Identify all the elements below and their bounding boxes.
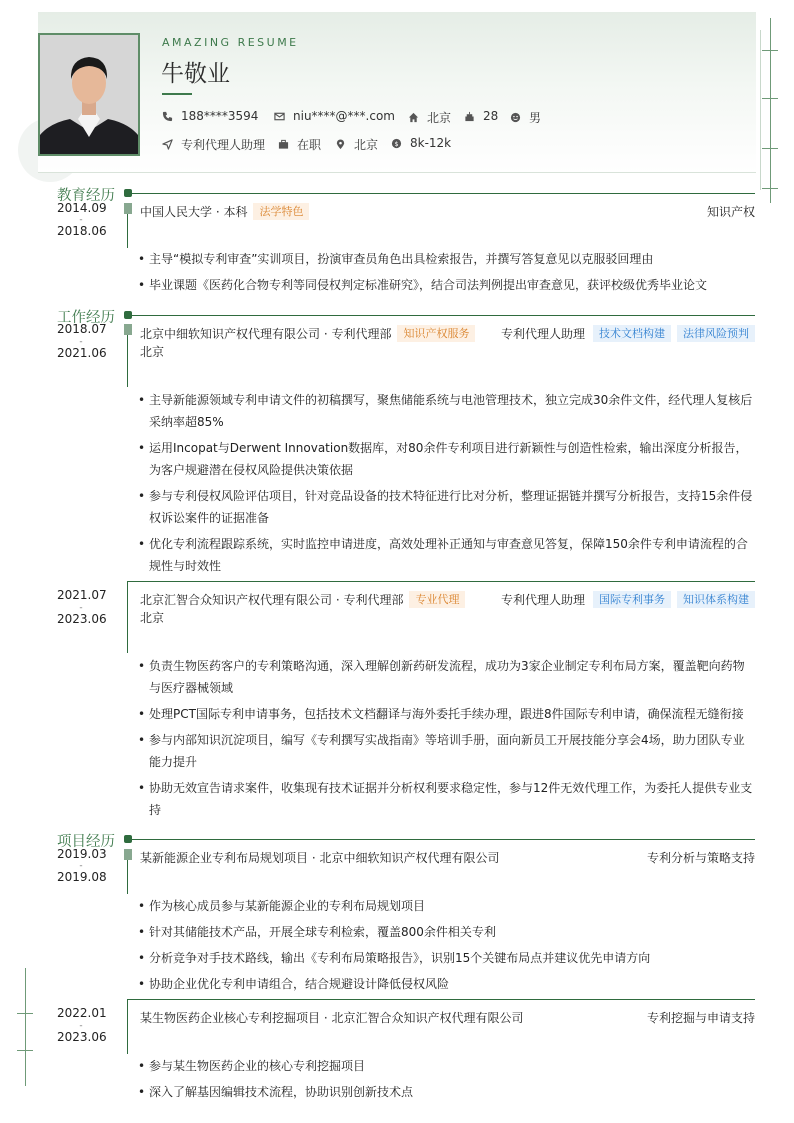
timeline-line	[127, 581, 128, 653]
name-underline	[162, 93, 192, 95]
end-date: 2021.06	[57, 346, 107, 360]
decorative-tick	[17, 1013, 33, 1014]
entry-divider	[127, 581, 755, 582]
age-text: 28	[483, 109, 499, 123]
role-text: 专利代理人助理	[500, 593, 585, 607]
list-item: • 深入了解基因编辑技术流程，协助识别创新技术点	[138, 1081, 755, 1103]
list-item: • 主导新能源领域专利申请文件的初稿撰写，聚焦储能系统与电池管理技术，独立完成30余件文件，经代理人复核后采纳率超85%	[138, 389, 755, 433]
date-dash: -	[79, 215, 83, 225]
age-info	[464, 109, 498, 123]
education-section-title: 教育经历	[57, 188, 115, 204]
decorative-line	[770, 18, 771, 203]
section-divider	[132, 193, 755, 194]
date-dash: -	[79, 861, 83, 871]
list-item: • 分析竞争对手技术路线，输出《专利布局策略报告》，识别15个关键布局点并建议优先申请方向	[138, 947, 755, 969]
section-divider	[132, 315, 755, 316]
decorative-tick	[17, 1050, 33, 1051]
decorative-line	[25, 968, 26, 1086]
timeline-line	[127, 860, 128, 894]
company-name: 北京中细软知识产权代理有限公司 · 专利代理部	[140, 327, 392, 341]
decorative-tick	[762, 50, 778, 51]
briefcase-icon	[278, 139, 289, 150]
decorative-tick	[762, 148, 778, 149]
section-marker	[124, 189, 132, 197]
role-text: 专利代理人助理	[500, 327, 585, 341]
money-icon	[391, 138, 402, 149]
end-date: 2023.06	[57, 612, 107, 626]
home-icon	[408, 112, 419, 123]
job-intent-text: 专利代理人助理	[181, 138, 266, 152]
education-entry-title	[140, 203, 309, 220]
status-text: 在职	[297, 138, 322, 152]
timeline-marker	[124, 203, 132, 214]
project-name: 某生物医药企业核心专利挖掘项目 · 北京汇智合众知识产权代理有限公司	[140, 1011, 524, 1025]
project-role	[647, 1009, 755, 1026]
hometown-text: 北京	[427, 111, 452, 125]
list-item: • 处理PCT国际专利申请事务，包括技术文档翻译与海外委托手续办理，跟进8件国际专利申请，确保流程无缝衔接	[138, 703, 755, 725]
work-section-title: 工作经历	[57, 310, 115, 326]
school-name: 中国人民大学 · 本科	[140, 205, 248, 219]
project-role	[647, 849, 755, 866]
role-and-skills	[501, 591, 755, 608]
start-date: 2019.03	[57, 847, 107, 861]
list-item: • 协助企业优化专利申请组合，结合规避设计降低侵权风险	[138, 973, 755, 995]
list-item: • 运用Incopat与Derwent Innovation数据库，对80余件专利项目进行新颖性与创造性检索，输出深度分析报告，为客户规避潜在侵权风险提供决策依据	[138, 437, 755, 481]
decorative-line	[760, 30, 761, 190]
education-tag: 法学特色	[253, 203, 309, 220]
email-text: niu****@***.com	[293, 109, 395, 123]
location-text: 北京	[354, 138, 379, 152]
gender-text: 男	[529, 111, 542, 125]
location-pin-icon	[335, 139, 346, 150]
status-info	[278, 136, 321, 153]
face-icon	[510, 112, 521, 123]
project-entry-title	[140, 849, 499, 866]
list-item: • 负责生物医药客户的专利策略沟通，深入理解创新药研发流程，成功为3家企业制定专利布局方案，覆盖靶向药物与医疗器械领域	[138, 655, 755, 699]
mail-icon	[274, 111, 285, 122]
work-city: 北京	[140, 611, 165, 625]
date-dash: -	[79, 337, 83, 347]
list-item: • 参与专利侵权风险评估项目，针对竞品设备的技术特征进行比对分析，整理证据链并撰写分析报告，支持15余件侵权诉讼案件的证据准备	[138, 485, 755, 529]
company-tag: 知识产权服务	[397, 325, 475, 342]
list-item: • 作为核心成员参与某新能源企业的专利布局规划项目	[138, 895, 755, 917]
section-marker	[124, 311, 132, 319]
timeline-line	[127, 335, 128, 387]
skill-tag: 法律风险预判	[677, 325, 755, 342]
timeline-line	[127, 999, 128, 1054]
send-icon	[162, 139, 173, 150]
cake-icon	[464, 111, 475, 122]
svg-text:$: $	[394, 139, 399, 148]
date-dash: -	[79, 1021, 83, 1031]
timeline-marker	[124, 849, 132, 860]
location-info	[335, 136, 378, 153]
phone-text: 188****3594	[181, 109, 259, 123]
gender-info	[510, 109, 541, 126]
list-item: • 主导“模拟专利审查”实训项目，扮演审查员角色出具检索报告，并撰写答复意见以克服驳回理由	[138, 248, 755, 270]
end-date: 2019.08	[57, 870, 107, 884]
phone-icon	[162, 111, 173, 122]
company-name: 北京汇智合众知识产权代理有限公司 · 专利代理部	[140, 593, 404, 607]
candidate-name: 牛敬业	[161, 61, 230, 87]
timeline-marker	[124, 324, 132, 335]
decorative-tick	[762, 98, 778, 99]
work-entry-title	[140, 325, 475, 342]
list-item: • 参与某生物医药企业的核心专利挖掘项目	[138, 1055, 755, 1077]
work-city: 北京	[140, 345, 165, 359]
end-date: 2023.06	[57, 1030, 107, 1044]
section-marker	[124, 835, 132, 843]
project-entry-title	[140, 1009, 523, 1026]
salary-info	[391, 136, 451, 150]
date-dash: -	[79, 603, 83, 613]
job-intent-info	[162, 136, 265, 153]
start-date: 2018.07	[57, 322, 107, 336]
list-item: • 协助无效宣告请求案件，收集现有技术证据并分析权利要求稳定性，参与12件无效代理工作，为委托人提供专业支持	[138, 777, 755, 821]
list-item: • 参与内部知识沉淀项目，编写《专利撰写实战指南》等培训手册，面向新员工开展技能分享会4场，助力团队专业能力提升	[138, 729, 755, 773]
start-date: 2022.01	[57, 1006, 107, 1020]
salary-text: 8k-12k	[410, 136, 452, 150]
start-date: 2014.09	[57, 201, 107, 215]
entry-divider	[127, 999, 755, 1000]
skill-tag: 技术文档构建	[593, 325, 671, 342]
role-and-skills	[501, 325, 755, 342]
timeline-line	[127, 214, 128, 248]
project-role-text: 专利挖掘与申请支持	[646, 1011, 755, 1025]
project-role-text: 专利分析与策略支持	[646, 851, 755, 865]
hometown-info	[408, 109, 451, 126]
projects-section-title: 项目经历	[57, 834, 115, 850]
list-item: • 毕业课题《医药化合物专利等同侵权判定标准研究》，结合司法判例提出审查意见，获评校级优秀毕业论文	[138, 274, 755, 296]
major	[707, 203, 755, 220]
profile-photo	[38, 33, 140, 156]
end-date: 2018.06	[57, 224, 107, 238]
major-text: 知识产权	[706, 205, 755, 219]
phone-info	[162, 109, 258, 123]
skill-tag: 国际专利事务	[593, 591, 671, 608]
company-tag: 专业代理	[409, 591, 465, 608]
section-divider	[132, 839, 755, 840]
skill-tag: 知识体系构建	[677, 591, 755, 608]
list-item: • 优化专利流程跟踪系统，实时监控申请进度，高效处理补正通知与审查意见答复，保障150余件专利申请流程的合规性与时效性	[138, 533, 755, 577]
project-name: 某新能源企业专利布局规划项目 · 北京中细软知识产权代理有限公司	[140, 851, 500, 865]
resume-subtitle: AMAZING RESUME	[162, 36, 299, 49]
list-item: • 针对其储能技术产品，开展全球专利检索，覆盖800余件相关专利	[138, 921, 755, 943]
decorative-tick	[762, 188, 778, 189]
work-entry-title	[140, 591, 465, 608]
email-info	[274, 109, 395, 123]
start-date: 2021.07	[57, 588, 107, 602]
